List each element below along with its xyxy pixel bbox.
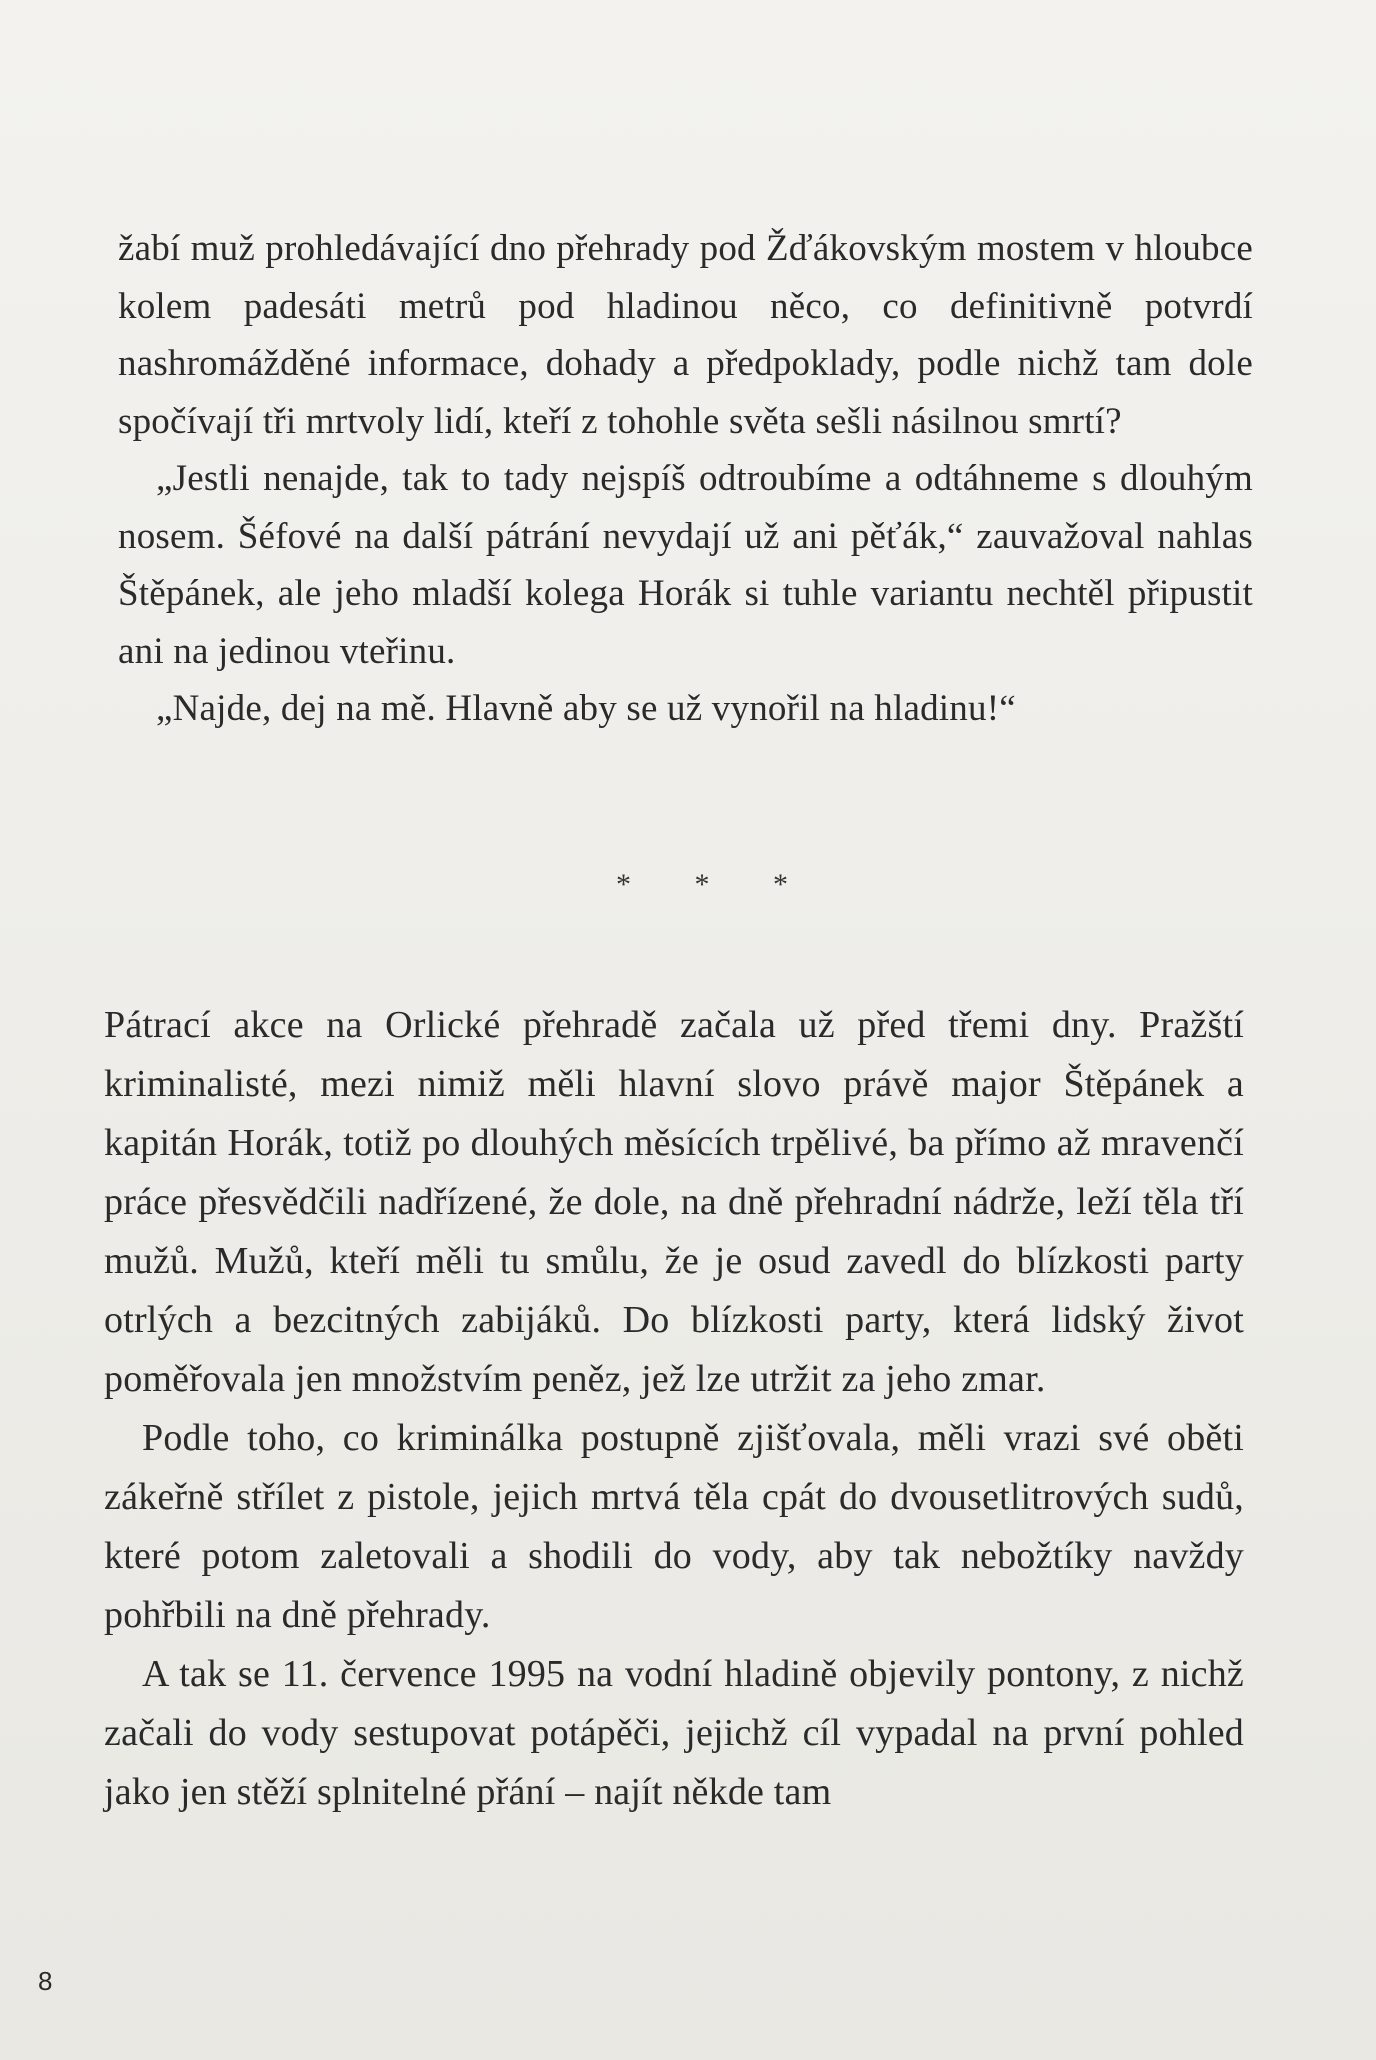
section-separator: * * * [616, 868, 816, 901]
top-text-section [118, 220, 1253, 738]
paragraph-dialogue-stepanek: „Jestli nenajde, tak to tady nejspíš odtroubíme a odtáhneme s dlouhým nosem. Šéfové na další pátrání nevydají už ani pěťák,“ zauvažoval nahlas Štěpánek, ale jeho mladší kolega Horák si tuhle variantu nechtěl připustit ani na jedinou vteřinu. [118, 458, 1253, 672]
page-number: 8 [38, 1966, 53, 1996]
paragraph-search-action: Pátrací akce na Orlické přehradě začala už před třemi dny. Pražští kriminalisté, mezi nimiž měli hlavní slovo právě major Štěpánek a kapitán Horák, totiž po dlouhých měsících trpělivé, ba přímo až mravenčí práce přesvědčili nadřízené, že dole, na dně přehradní nádrže, leží těla tří mužů. Mužů, kteří měli tu smůlu, že je osud zavedl do blízkosti party otrlých a bezcitných zabijáků. Do blízkosti party, která lidský život poměřovala jen množstvím peněz, jež lze utržit za jeho zmar. [104, 1004, 1244, 1400]
paragraph-dialogue-horak: „Najde, dej na mě. Hlavně aby se už vynořil na hladinu!“ [156, 688, 1016, 729]
paragraph-investigation: Podle toho, co kriminálka postupně zjišťovala, měli vrazi své oběti zákeřně střílet z pistole, jejich mrtvá těla cpát do dvousetlitrových sudů, které potom zaletovali a shodili do vody, aby tak nebožtíky navždy pohřbili na dně přehrady. [104, 1417, 1244, 1636]
bottom-text-section [104, 996, 1244, 1822]
paragraph-continuation: žabí muž prohledávající dno přehrady pod Žďákovským mostem v hloubce kolem padesáti metrů pod hladinou něco, co definitivně potvrdí nashromážděné informace, dohady a předpoklady, podle nichž tam dole spočívají tři mrtvoly lidí, kteří z tohohle světa sešli násilnou smrtí? [118, 228, 1253, 442]
paragraph-divers: A tak se 11. července 1995 na vodní hladině objevily pontony, z nichž začali do vody sestupovat potápěči, jejichž cíl vypadal na první pohled jako jen stěží splnitelné přání – najít někde tam [104, 1653, 1244, 1813]
